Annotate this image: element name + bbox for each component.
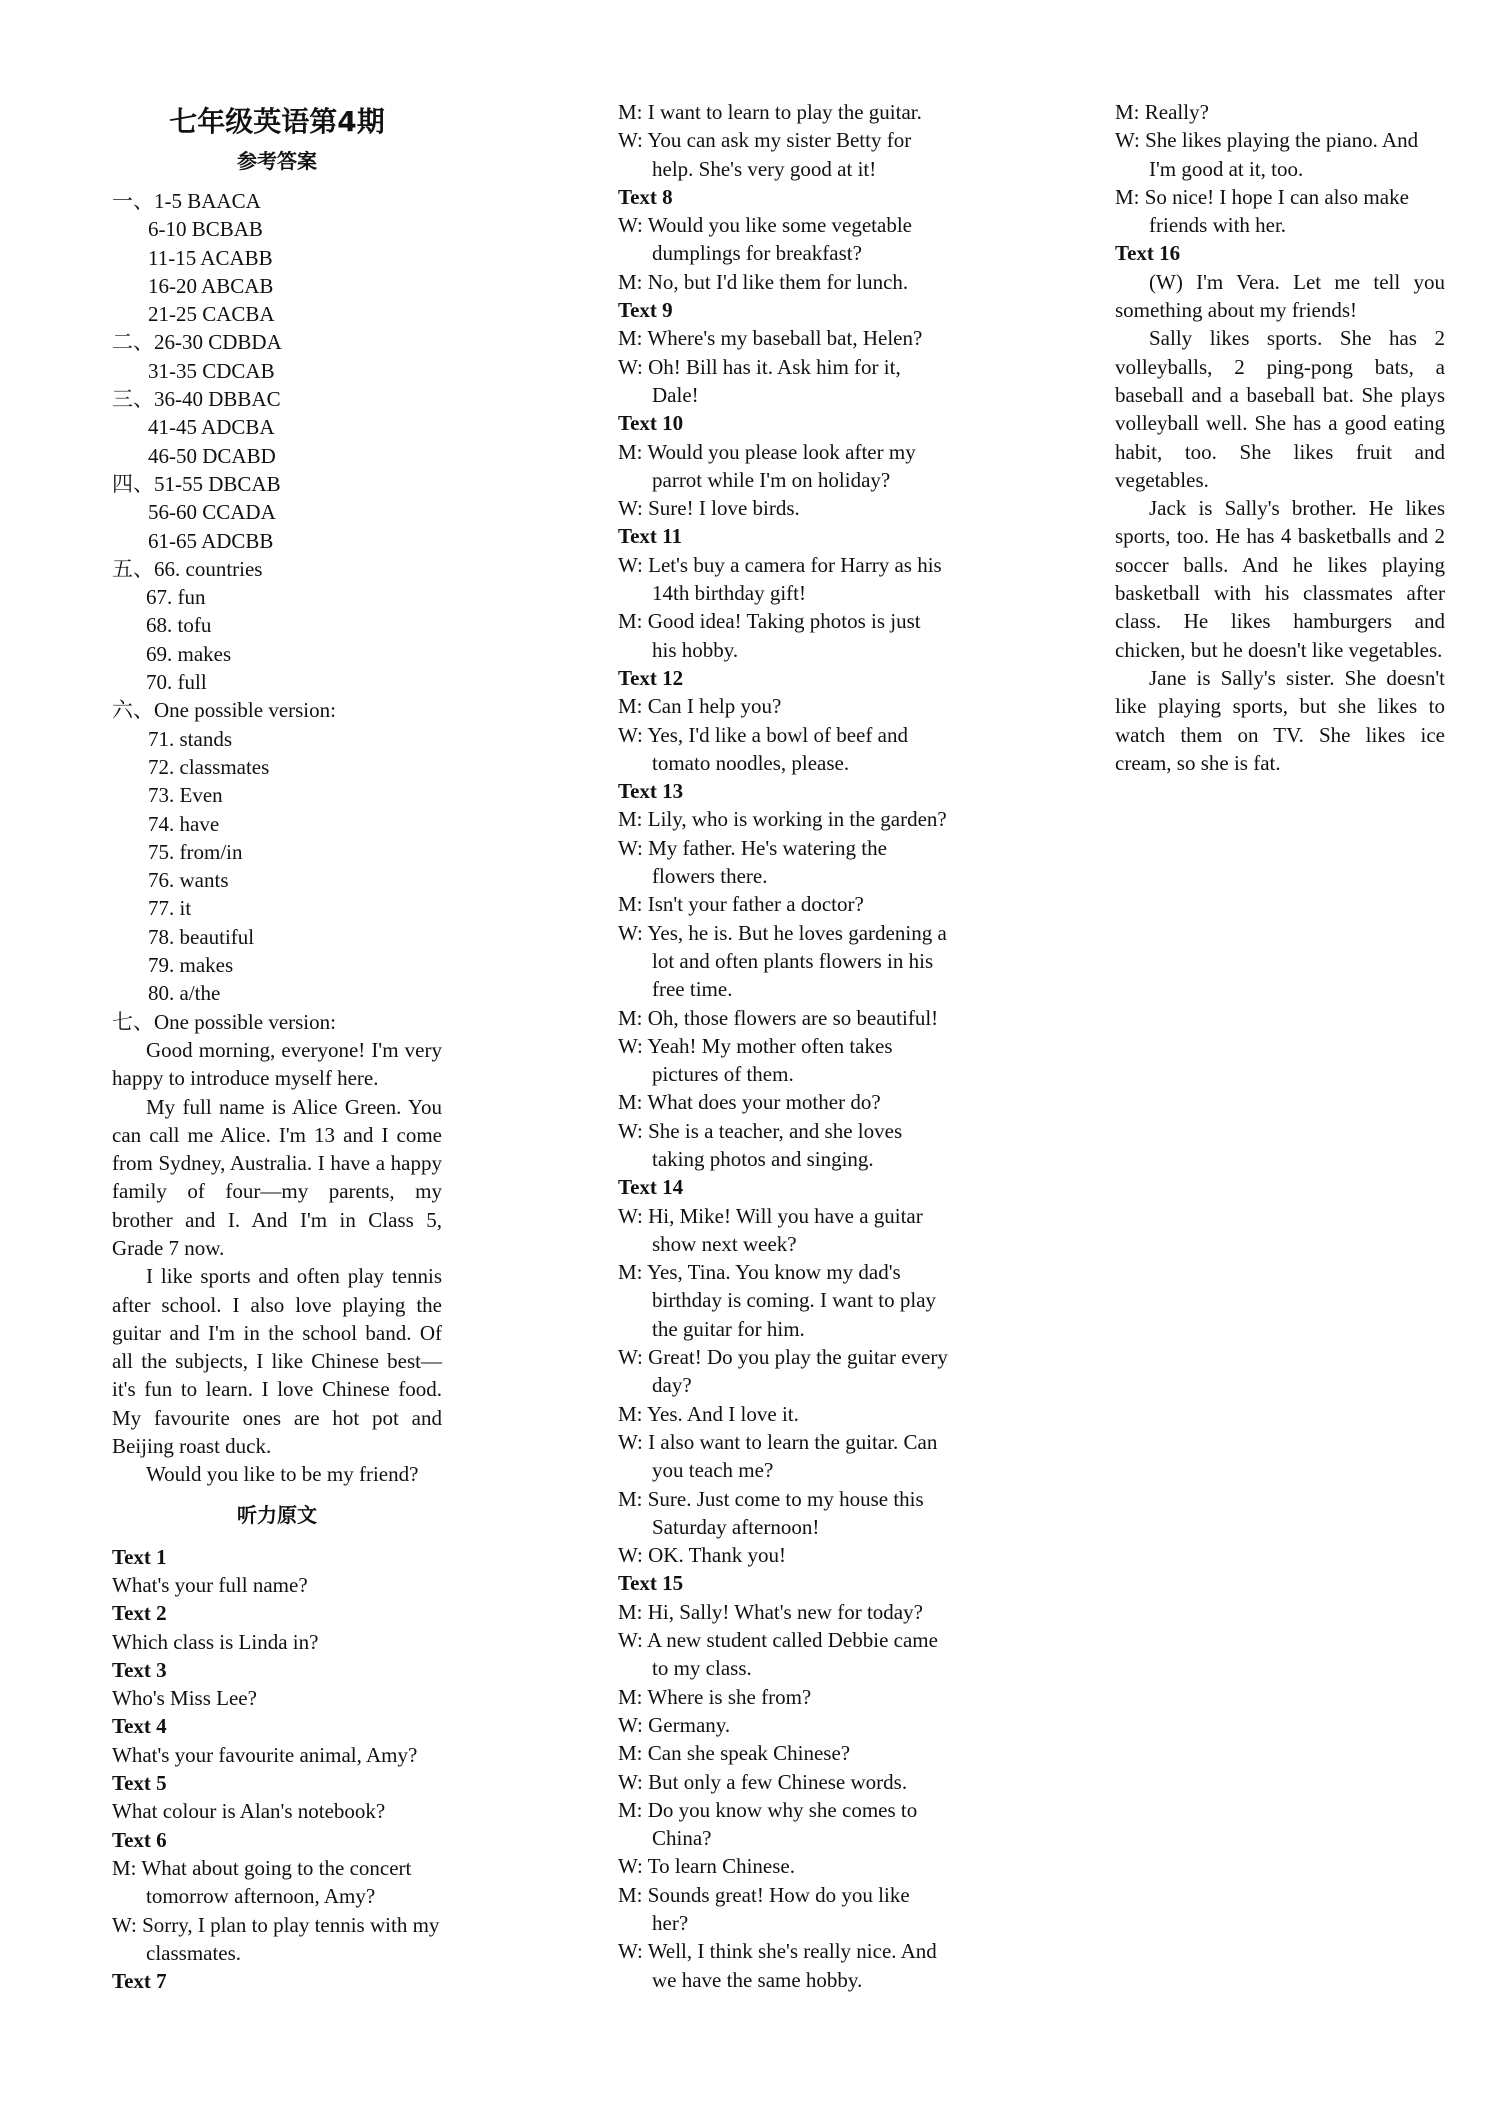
- dialogue-line: M: Lily, who is working in the garden?: [618, 807, 947, 832]
- listening-heading: 听力原文: [237, 1502, 317, 1527]
- dialogue-line: W: OK. Thank you!: [618, 1543, 786, 1568]
- transcript-heading: Text 8: [618, 184, 673, 209]
- answer-line: 72. classmates: [148, 754, 270, 779]
- transcript-heading: Text 5: [112, 1771, 167, 1796]
- transcript-paragraph: (W) I'm Vera. Let me tell you something about my friends!: [1115, 269, 1445, 323]
- column-1: [112, 105, 442, 1995]
- dialogue-line: W: Yeah! My mother often takes pictures of them.: [618, 1033, 893, 1087]
- dialogue-line: M: What about going to the concert tomorrow afternoon, Amy?: [112, 1855, 412, 1909]
- transcript-heading: Text 14: [618, 1175, 684, 1200]
- answer-line: 四、51-55 DBCAB: [112, 471, 281, 496]
- transcript-heading: Text 2: [112, 1601, 167, 1626]
- transcript-heading: Text 10: [618, 411, 684, 436]
- dialogue-line: W: She is a teacher, and she loves taking photos and singing.: [618, 1118, 903, 1171]
- transcript-heading: Text 11: [618, 524, 682, 549]
- answer-line: 六、One possible version:: [112, 698, 336, 723]
- dialogue-line: W: Would you like some vegetable dumplings for breakfast?: [618, 213, 912, 266]
- answer-line: 46-50 DCABD: [148, 443, 276, 468]
- answer-line: 77. it: [148, 896, 192, 921]
- dialogue-line: M: Where is she from?: [618, 1684, 812, 1709]
- transcript-heading: Text 6: [112, 1827, 167, 1852]
- dialogue-line: M: Yes, Tina. You know my dad's birthday is coming. I want to play the guitar for him.: [618, 1260, 937, 1341]
- answer-line: 三、36-40 DBBAC: [112, 387, 281, 412]
- answer-key-heading: 参考答案: [237, 149, 317, 173]
- answer-line: 80. a/the: [148, 981, 221, 1006]
- answer-line: 68. tofu: [146, 613, 212, 638]
- transcript-line: What's your full name?: [112, 1572, 308, 1597]
- transcript-line: What colour is Alan's notebook?: [112, 1799, 386, 1824]
- transcript-paragraph: Jack is Sally's brother. He likes sports, too. He has 4 basketballs and 2 soccer balls. And he likes playing basketball with his classmates after class. He likes hamburgers and chicken, but he doesn't like vegetables.: [1115, 496, 1445, 662]
- dialogue-line: W: Well, I think she's really nice. And we have the same hobby.: [618, 1939, 937, 1992]
- dialogue-line: M: Yes. And I love it.: [618, 1401, 799, 1426]
- answer-list: [112, 187, 442, 1036]
- answer-line: 五、66. countries: [112, 556, 263, 581]
- essay-paragraph: My full name is Alice Green. You can call me Alice. I'm 13 and I come from Sydney, Australia. I have a happy family of four—my parents, my brother and I. And I'm in Class 5, Grade 7 now.: [112, 1094, 442, 1260]
- dialogue-line: W: Hi, Mike! Will you have a guitar show next week?: [618, 1203, 923, 1256]
- essay-paragraph: Would you like to be my friend?: [146, 1462, 419, 1487]
- dialogue-line: W: To learn Chinese.: [618, 1854, 795, 1879]
- transcript-paragraph: Jane is Sally's sister. She doesn't like playing sports, but she likes to watch them on TV. She likes ice cream, so she is fat.: [1115, 665, 1445, 775]
- dialogue-line: W: Sorry, I plan to play tennis with my classmates.: [112, 1912, 440, 1965]
- answer-line: 31-35 CDCAB: [148, 358, 275, 383]
- answer-line: 71. stands: [148, 726, 232, 751]
- dialogue-line: M: Hi, Sally! What's new for today?: [618, 1599, 923, 1624]
- dialogue-line: M: What does your mother do?: [618, 1090, 881, 1115]
- answer-line: 一、1-5 BAACA: [112, 189, 261, 213]
- answer-line: 76. wants: [148, 868, 229, 893]
- dialogue-line: W: She likes playing the piano. And I'm good at it, too.: [1115, 128, 1419, 181]
- answer-line: 69. makes: [146, 641, 232, 666]
- transcript-paragraph: Sally likes sports. She has 2 volleyballs, 2 ping-pong bats, a baseball and a baseball bat. She plays volleyball well. She has a good eating habit, too. She likes fruit and vegetables.: [1115, 326, 1445, 492]
- sample-essay: [112, 1036, 442, 1489]
- dialogue-line: M: I want to learn to play the guitar.: [618, 100, 922, 124]
- dialogue-line: M: Isn't your father a doctor?: [618, 892, 864, 917]
- transcript-part-2: [618, 98, 948, 1994]
- dialogue-line: W: Germany.: [618, 1712, 731, 1737]
- dialogue-line: W: Yes, I'd like a bowl of beef and tomato noodles, please.: [618, 722, 908, 775]
- dialogue-line: W: Sure! I love birds.: [618, 496, 800, 521]
- column-2: [618, 98, 948, 1994]
- dialogue-line: M: Good idea! Taking photos is just his hobby.: [618, 609, 921, 662]
- transcript-part-3: [1115, 98, 1445, 777]
- dialogue-line: M: Sure. Just come to my house this Saturday afternoon!: [618, 1486, 924, 1539]
- answer-line: 75. from/in: [148, 839, 243, 864]
- transcript-heading: Text 9: [618, 298, 673, 323]
- dialogue-line: M: Can I help you?: [618, 694, 782, 719]
- dialogue-line: M: Sounds great! How do you like her?: [618, 1882, 910, 1935]
- dialogue-line: W: Oh! Bill has it. Ask him for it, Dale!: [618, 354, 901, 407]
- dialogue-line: M: Really?: [1115, 100, 1209, 124]
- answer-line: 61-65 ADCBB: [148, 528, 274, 553]
- dialogue-line: W: I also want to learn the guitar. Can you teach me?: [618, 1429, 938, 1483]
- dialogue-line: W: Let's buy a camera for Harry as his 14th birthday gift!: [618, 552, 942, 606]
- transcript-heading: Text 1: [112, 1544, 167, 1569]
- transcript-heading: Text 12: [618, 665, 684, 690]
- answer-line: 16-20 ABCAB: [148, 273, 274, 298]
- transcript-heading: Text 16: [1115, 241, 1181, 266]
- dialogue-line: W: But only a few Chinese words.: [618, 1769, 908, 1794]
- transcript-heading: Text 15: [618, 1571, 684, 1596]
- dialogue-line: W: You can ask my sister Betty for help. She's very good at it!: [618, 128, 912, 181]
- dialogue-line: M: No, but I'd like them for lunch.: [618, 269, 909, 294]
- dialogue-line: M: Oh, those flowers are so beautiful!: [618, 1005, 939, 1030]
- answer-line: 67. fun: [146, 585, 206, 610]
- answer-line: 79. makes: [148, 953, 234, 978]
- answer-line: 6-10 BCBAB: [148, 217, 263, 242]
- dialogue-line: W: A new student called Debbie came to my class.: [618, 1628, 938, 1681]
- dialogue-line: M: Do you know why she comes to China?: [618, 1797, 918, 1851]
- column-3: [1115, 98, 1445, 777]
- dialogue-line: W: My father. He's watering the flowers there.: [618, 835, 887, 889]
- answer-line: 七、One possible version:: [112, 1009, 336, 1034]
- answer-line: 56-60 CCADA: [148, 500, 276, 525]
- answer-line: 70. full: [146, 670, 207, 695]
- transcript-heading: Text 13: [618, 779, 684, 804]
- dialogue-line: W: Yes, he is. But he loves gardening a lot and often plants flowers in his free time.: [618, 920, 947, 1002]
- transcript-line: What's your favourite animal, Amy?: [112, 1742, 418, 1767]
- transcript-part-1: [112, 1543, 442, 1996]
- dialogue-line: M: Can she speak Chinese?: [618, 1741, 851, 1766]
- essay-paragraph: I like sports and often play tennis after school. I also love playing the guitar and I'm in the school band. Of all the subjects, I like Chinese best—it's fun to learn. I love Chinese food. My favourite ones are hot pot and Beijing roast duck.: [112, 1264, 442, 1459]
- answer-line: 11-15 ACABB: [148, 245, 273, 270]
- page-title: 七年级英语第4期: [169, 105, 385, 138]
- transcript-heading: Text 3: [112, 1657, 167, 1682]
- transcript-heading: Text 4: [112, 1714, 167, 1739]
- answer-line: 73. Even: [148, 783, 223, 808]
- dialogue-line: M: Where's my baseball bat, Helen?: [618, 326, 923, 351]
- answer-line: 二、26-30 CDBDA: [112, 330, 282, 355]
- answer-line: 74. have: [148, 811, 220, 836]
- answer-line: 41-45 ADCBA: [148, 415, 275, 440]
- transcript-line: Which class is Linda in?: [112, 1629, 319, 1654]
- transcript-heading: Text 7: [112, 1969, 167, 1994]
- answer-line: 78. beautiful: [148, 924, 255, 949]
- dialogue-line: W: Great! Do you play the guitar every day?: [618, 1345, 948, 1398]
- answer-line: 21-25 CACBA: [148, 302, 275, 327]
- dialogue-line: M: Would you please look after my parrot while I'm on holiday?: [618, 439, 916, 492]
- essay-paragraph: Good morning, everyone! I'm very happy to introduce myself here.: [112, 1037, 442, 1091]
- transcript-line: Who's Miss Lee?: [112, 1686, 257, 1711]
- dialogue-line: M: So nice! I hope I can also make friends with her.: [1115, 184, 1409, 238]
